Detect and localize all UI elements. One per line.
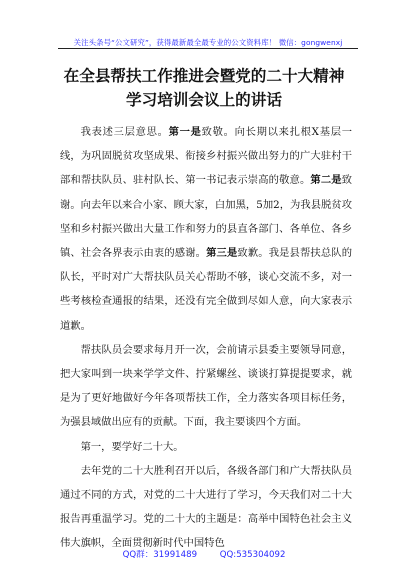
p1-text-1: 我表述三层意思。: [80, 126, 169, 138]
paragraph-4: 去年党的二十大胜利召开以后，各级各部门和广大帮扶队员通过不同的方式，对党的二十大进行了学习，今天我们对二十大报告再重温学习。党的二十大的主题是：高举中国特色社会主义伟大旗帜，全面贯彻新时代中国特色: [60, 464, 352, 550]
paragraph-1: [60, 120, 352, 338]
p1-bold-second: 第二是: [310, 174, 342, 187]
footer-qq-group: QQ群：31991489: [122, 550, 198, 560]
paragraph-3: 第一，要学好二十大。: [80, 440, 184, 453]
p1-text-4: 致歉。我是县帮扶总队的队长，平时对广大帮扶队员关心帮助不够，谈心交流不多，对一些考核检查通报的结果，还没有完全做到尽如人意，向大家表示道歉。: [60, 247, 353, 332]
p1-text-2: 致敬。向长期以来扎根X基层一线，为巩固脱贫攻坚成果、衔接乡村振兴做出努力的广大驻村干部和帮扶队员、驻村队长、第一书记表示崇高的敬意。: [60, 126, 353, 187]
document-title: [40, 64, 368, 112]
paragraph-2: 帮扶队员会要求每月开一次，会前请示县委主要领导同意，把大家叫到一块来学学文件、拧紧螺丝、谈谈打算提提要求，就是为了更好地做好今年各项帮扶工作，全力落实各项目标任务，为强县域做出应有的贡献。下面，我主要谈四个方面。: [60, 343, 352, 429]
p1-bold-first: 第一是: [168, 126, 202, 138]
title-line-1: 在全县帮扶工作推进会暨党的二十大精神: [63, 67, 345, 85]
title-line-2: 学习培训会议上的讲话: [126, 91, 282, 109]
p1-bold-third: 第三是: [206, 247, 238, 260]
document-body: [60, 120, 352, 556]
page-footer: [0, 548, 408, 560]
page-header: [58, 30, 358, 49]
header-promo-text: 关注头条号“公文研究”，获得最新最全最专业的公文资料库！ 微信：gongwenxj: [73, 38, 343, 47]
footer-qq: QQ:535304092: [219, 550, 286, 560]
p1-text-3: 致谢。向去年以来合小家、顾大家，白加黑，5加2，为我县脱贫攻坚和乡村振兴做出大量工作和努力的县直各部门、各单位、各乡镇、社会各界表示由衷的感谢。: [60, 174, 353, 260]
